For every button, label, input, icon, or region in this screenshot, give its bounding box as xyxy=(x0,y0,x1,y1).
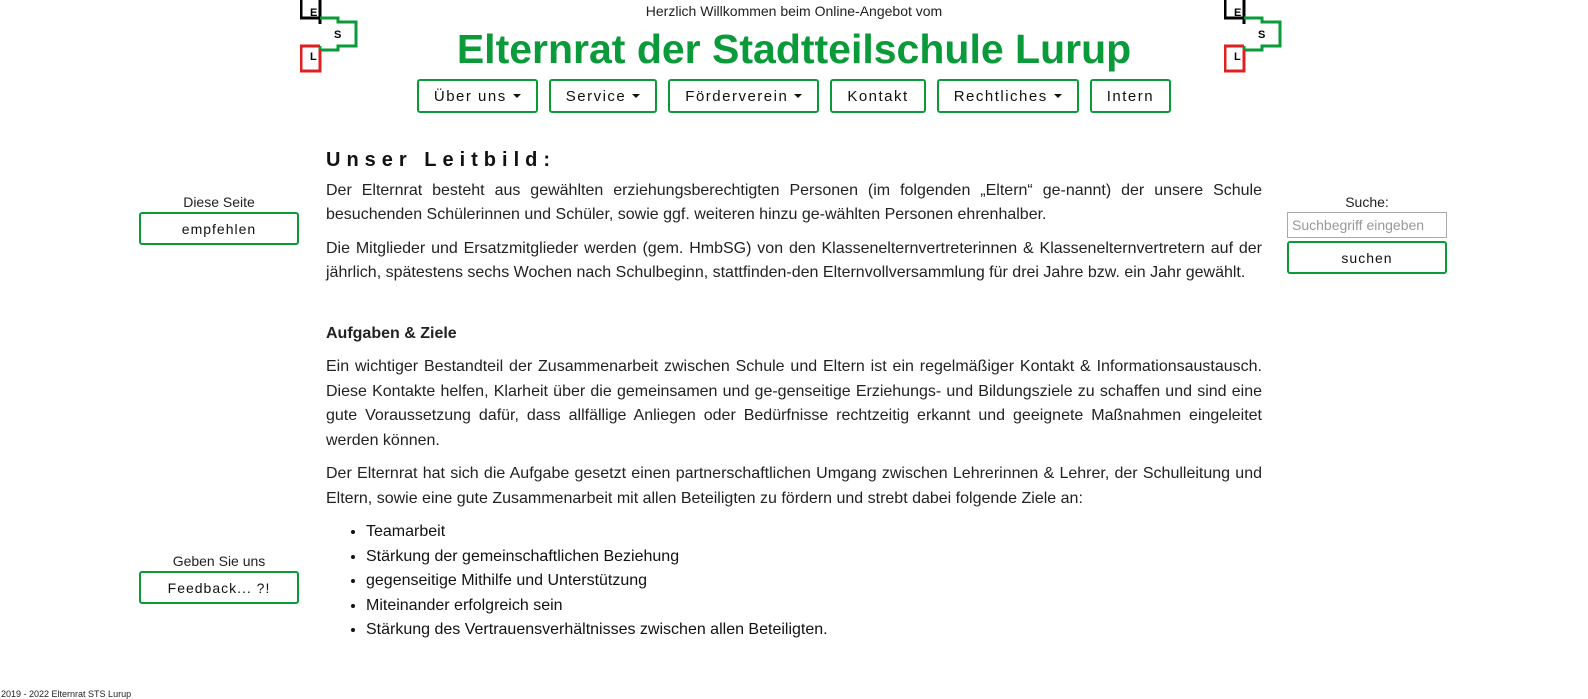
search-input[interactable] xyxy=(1287,212,1447,238)
nav-label: Förderverein xyxy=(685,87,789,105)
goals-list xyxy=(326,520,1262,643)
logo-letter-l: L xyxy=(310,51,317,63)
paragraph: Die Mitglieder und Ersatzmitglieder werden (gem. HmbSG) von den Klassenelternvertreterinnen & Klassenelternvertretern auf der jährlich, spätestens sechs Wochen nach Schulbeginn, stattfinden-den Elternvollversammlung für drei Jahre bzw. ein Jahr gewählt. xyxy=(326,239,1262,281)
paragraph: Ein wichtiger Bestandteil der Zusammenarbeit zwischen Schule und Eltern ist ein regelmäßiger Kontakt & Informationsaustausch. Diese Kontakte helfen, Klarheit über die gemeinsamen und ge-genseitige Erziehungs- und Bildungsziele zu schaffen und sind eine gute Voraussetzung dafür, dass allfällige Anliegen oder Bedürfnisse rechtzeitig erkannt und geeignete Maßnahmen eingeleitet werden können. xyxy=(326,358,1262,449)
recommend-block xyxy=(139,194,299,245)
recommend-label: Diese Seite xyxy=(183,194,255,210)
paragraph: Der Elternrat besteht aus gewählten erziehungsberechtigten Personen (im folgenden „Eltern“ ge-nannt) der unsere Schule besuchenden Schülerinnen und Schüler, sowie ggf. weiteren hinzu ge-wählten Personen ehrenhalber. xyxy=(326,181,1262,223)
list-item: • Teamarbeit xyxy=(366,520,1262,545)
nav-intern[interactable] xyxy=(1090,79,1171,113)
nav-label: Service xyxy=(565,87,627,105)
main-content xyxy=(326,148,1262,643)
logo-letter-e: E xyxy=(310,7,318,19)
list-item: • Miteinander erfolgreich sein xyxy=(366,594,1262,619)
nav-label: Intern xyxy=(1106,87,1155,105)
main-nav xyxy=(0,79,1588,113)
nav-label: Rechtliches xyxy=(953,87,1048,105)
caret-down-icon xyxy=(794,94,802,98)
nav-rechtliches[interactable] xyxy=(937,79,1079,113)
list-item: • gegenseitige Mithilfe und Unterstützung xyxy=(366,569,1262,594)
nav-ueber-uns[interactable] xyxy=(417,79,538,113)
logo-letter-l: L xyxy=(1234,51,1241,63)
logo-letter-s: S xyxy=(1258,29,1266,41)
feedback-button[interactable]: Feedback... ?! xyxy=(139,571,299,604)
search-button[interactable]: suchen xyxy=(1287,241,1447,274)
nav-label: Über uns xyxy=(433,87,507,105)
logo-letter-e: E xyxy=(1234,7,1242,19)
list-item: • Stärkung der gemeinschaftlichen Beziehung xyxy=(366,545,1262,570)
welcome-text: Herzlich Willkommen beim Online-Angebot vom xyxy=(645,3,943,19)
recommend-button[interactable]: empfehlen xyxy=(139,212,299,245)
caret-down-icon xyxy=(632,94,640,98)
nav-label: Kontakt xyxy=(847,87,909,105)
nav-service[interactable] xyxy=(549,79,658,113)
search-label: Suche: xyxy=(1345,194,1389,210)
caret-down-icon xyxy=(1054,94,1062,98)
nav-foerderverein[interactable] xyxy=(668,79,819,113)
paragraph: Der Elternrat hat sich die Aufgabe gesetzt einen partnerschaftlichen Umgang zwischen Lehrerinnen & Lehrer, der Schulleitung und Eltern, sowie eine gute Zusammenarbeit mit allen Beteiligten zu fördern und strebt dabei folgende Ziele an: xyxy=(326,465,1262,507)
logo-letter-s: S xyxy=(334,29,342,41)
caret-down-icon xyxy=(513,94,521,98)
site-title: Elternrat der Stadtteilschule Lurup xyxy=(456,26,1132,72)
search-block xyxy=(1287,194,1447,274)
page-heading: Unser Leitbild: xyxy=(326,149,557,171)
feedback-label: Geben Sie uns xyxy=(172,553,266,569)
list-item: • Stärkung des Vertrauensverhältnisses zwischen allen Beteiligten. xyxy=(366,618,1262,643)
section-heading: Aufgaben & Ziele xyxy=(326,324,457,342)
feedback-block xyxy=(139,553,299,604)
nav-kontakt[interactable] xyxy=(830,79,925,113)
footer-copyright: 2019 - 2022 Elternrat STS Lurup xyxy=(1,689,132,699)
